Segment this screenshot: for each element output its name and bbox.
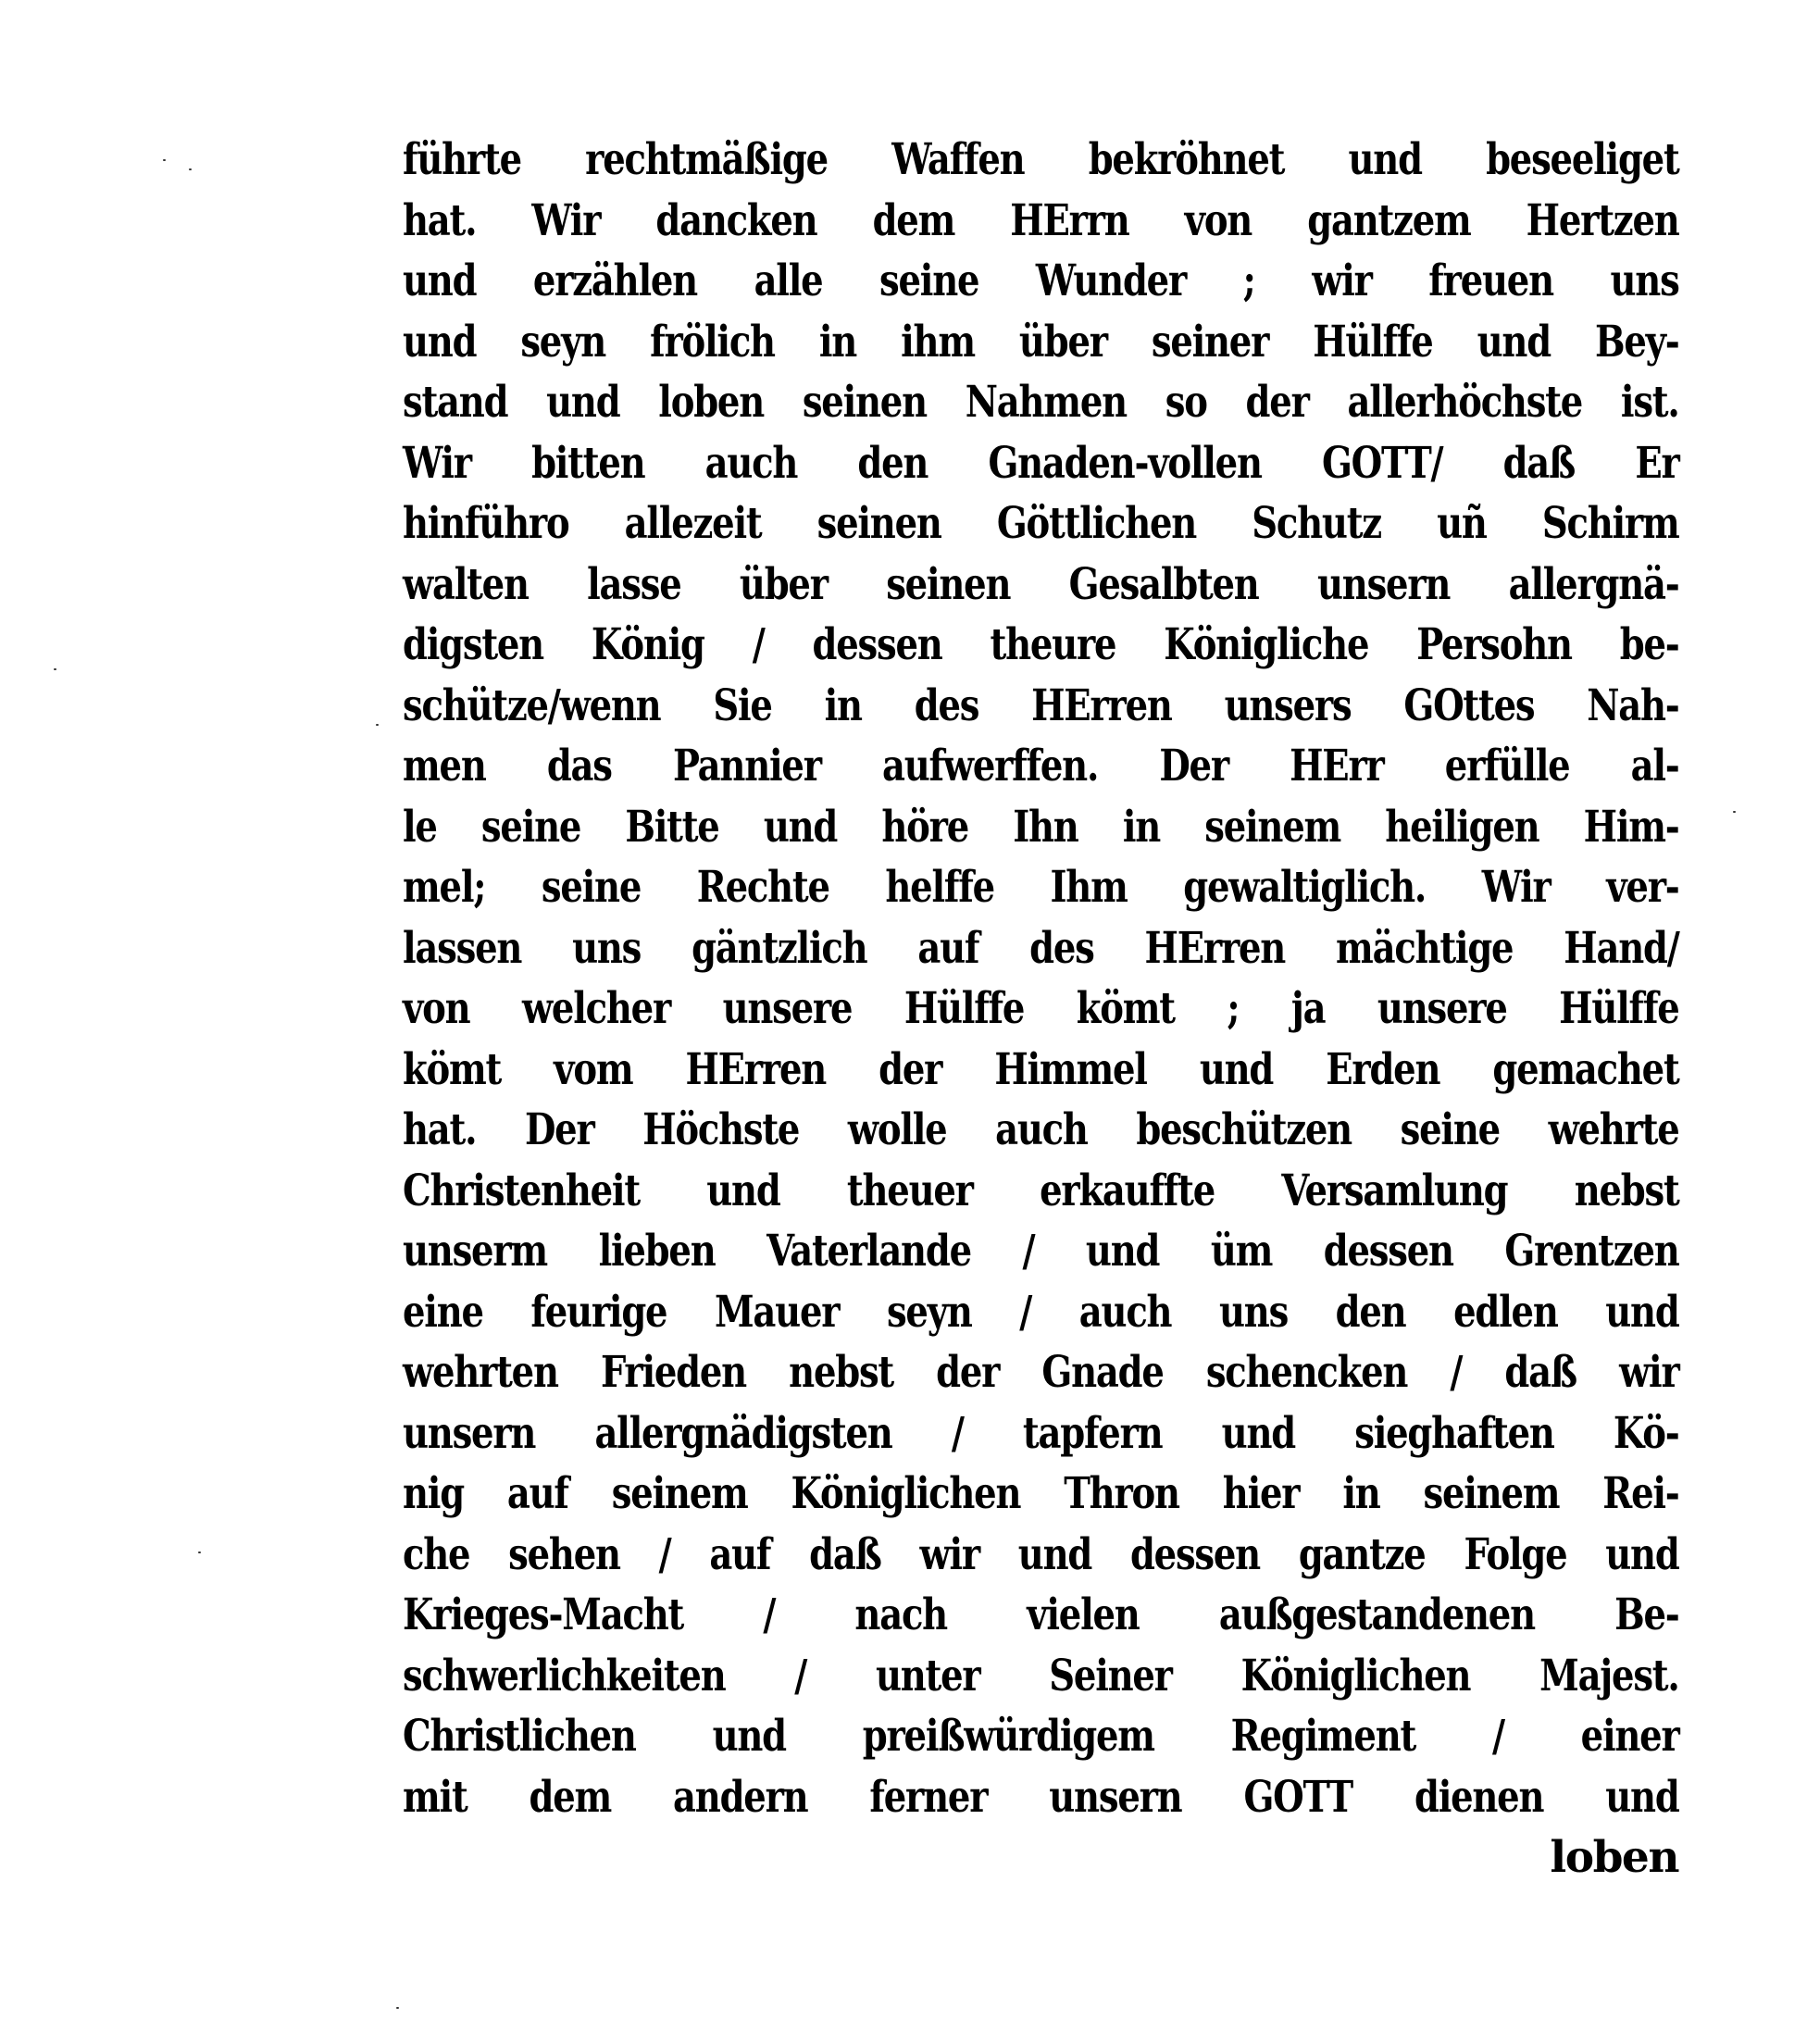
body-text [403, 130, 1678, 1888]
text-line: unserm lieben Vaterlande / und üm dessen Grentzen [403, 1226, 1679, 1277]
text-line: unsern allergnädigsten / tapfern und sieghaften Kö- [403, 1407, 1679, 1459]
text-line: hat. Wir dancken dem HErrn von gantzem Hertzen [403, 194, 1679, 246]
text-line: mit dem andern ferner unsern GOTT dienen und [403, 1771, 1679, 1823]
text-line: stand und loben seinen Nahmen so der allerhöchste ist. [403, 377, 1679, 428]
text-line: schütze/wenn Sie in des HErren unsers GOttes Nah- [403, 679, 1679, 731]
text-line: und seyn frölich in ihm über seiner Hülffe und Bey- [403, 316, 1679, 368]
scan-speck [198, 1552, 201, 1553]
text-line: führte rechtmäßige Waffen bekröhnet und beseeliget [403, 134, 1679, 185]
text-line: Krieges-Macht / nach vielen außgestandenen Be- [403, 1589, 1679, 1640]
text-line: men das Pannier aufwerffen. Der HErr erfülle al- [403, 741, 1679, 791]
text-line: kömt vom HErren der Himmel und Erden gemachet [403, 1043, 1679, 1095]
text-line: mel; seine Rechte helffe Ihm gewaltiglich. Wir ver- [403, 862, 1679, 913]
text-line: hinführo allezeit seinen Göttlichen Schutz uñ Schirm [403, 498, 1679, 549]
text-line: schwerlichkeiten / unter Seiner Königlichen Majest. [403, 1650, 1679, 1701]
text-line: digsten König / dessen theure Königliche Persohn be- [403, 619, 1679, 670]
text-line: Christlichen und preißwürdigem Regiment / einer [403, 1711, 1679, 1762]
text-line: wehrten Frieden nebst der Gnade schencken / daß wir [403, 1347, 1679, 1398]
scan-speck [376, 724, 379, 726]
scan-speck [396, 2007, 399, 2009]
text-line: lassen uns gäntzlich auf des HErren mächtige Hand/ [403, 922, 1679, 974]
text-line: Wir bitten auch den Gnaden-vollen GOTT/ daß Er [403, 437, 1679, 489]
text-line: hat. Der Höchste wolle auch beschützen seine wehrte [403, 1104, 1679, 1155]
scan-speck [189, 168, 192, 170]
text-line: eine feurige Mauer seyn / auch uns den edlen und [403, 1286, 1679, 1338]
text-line: Christenheit und theuer erkauffte Versamlung nebst [403, 1165, 1679, 1216]
text-line: und erzählen alle seine Wunder ; wir freuen uns [403, 256, 1679, 306]
text-line: le seine Bitte und höre Ihn in seinem heiligen Him- [403, 801, 1679, 853]
text-line: nig auf seinem Königlichen Thron hier in seinem Rei- [403, 1468, 1679, 1519]
scan-speck [1733, 811, 1736, 813]
catchword: loben [1550, 1832, 1678, 1883]
text-line: von welcher unsere Hülffe kömt ; ja unsere Hülffe [403, 983, 1679, 1034]
scan-speck [54, 668, 56, 670]
text-line: che sehen / auf daß wir und dessen gantze Folge und [403, 1528, 1679, 1580]
scan-speck [163, 159, 166, 161]
text-line: walten lasse über seinen Gesalbten unsern allergnä- [403, 558, 1679, 610]
